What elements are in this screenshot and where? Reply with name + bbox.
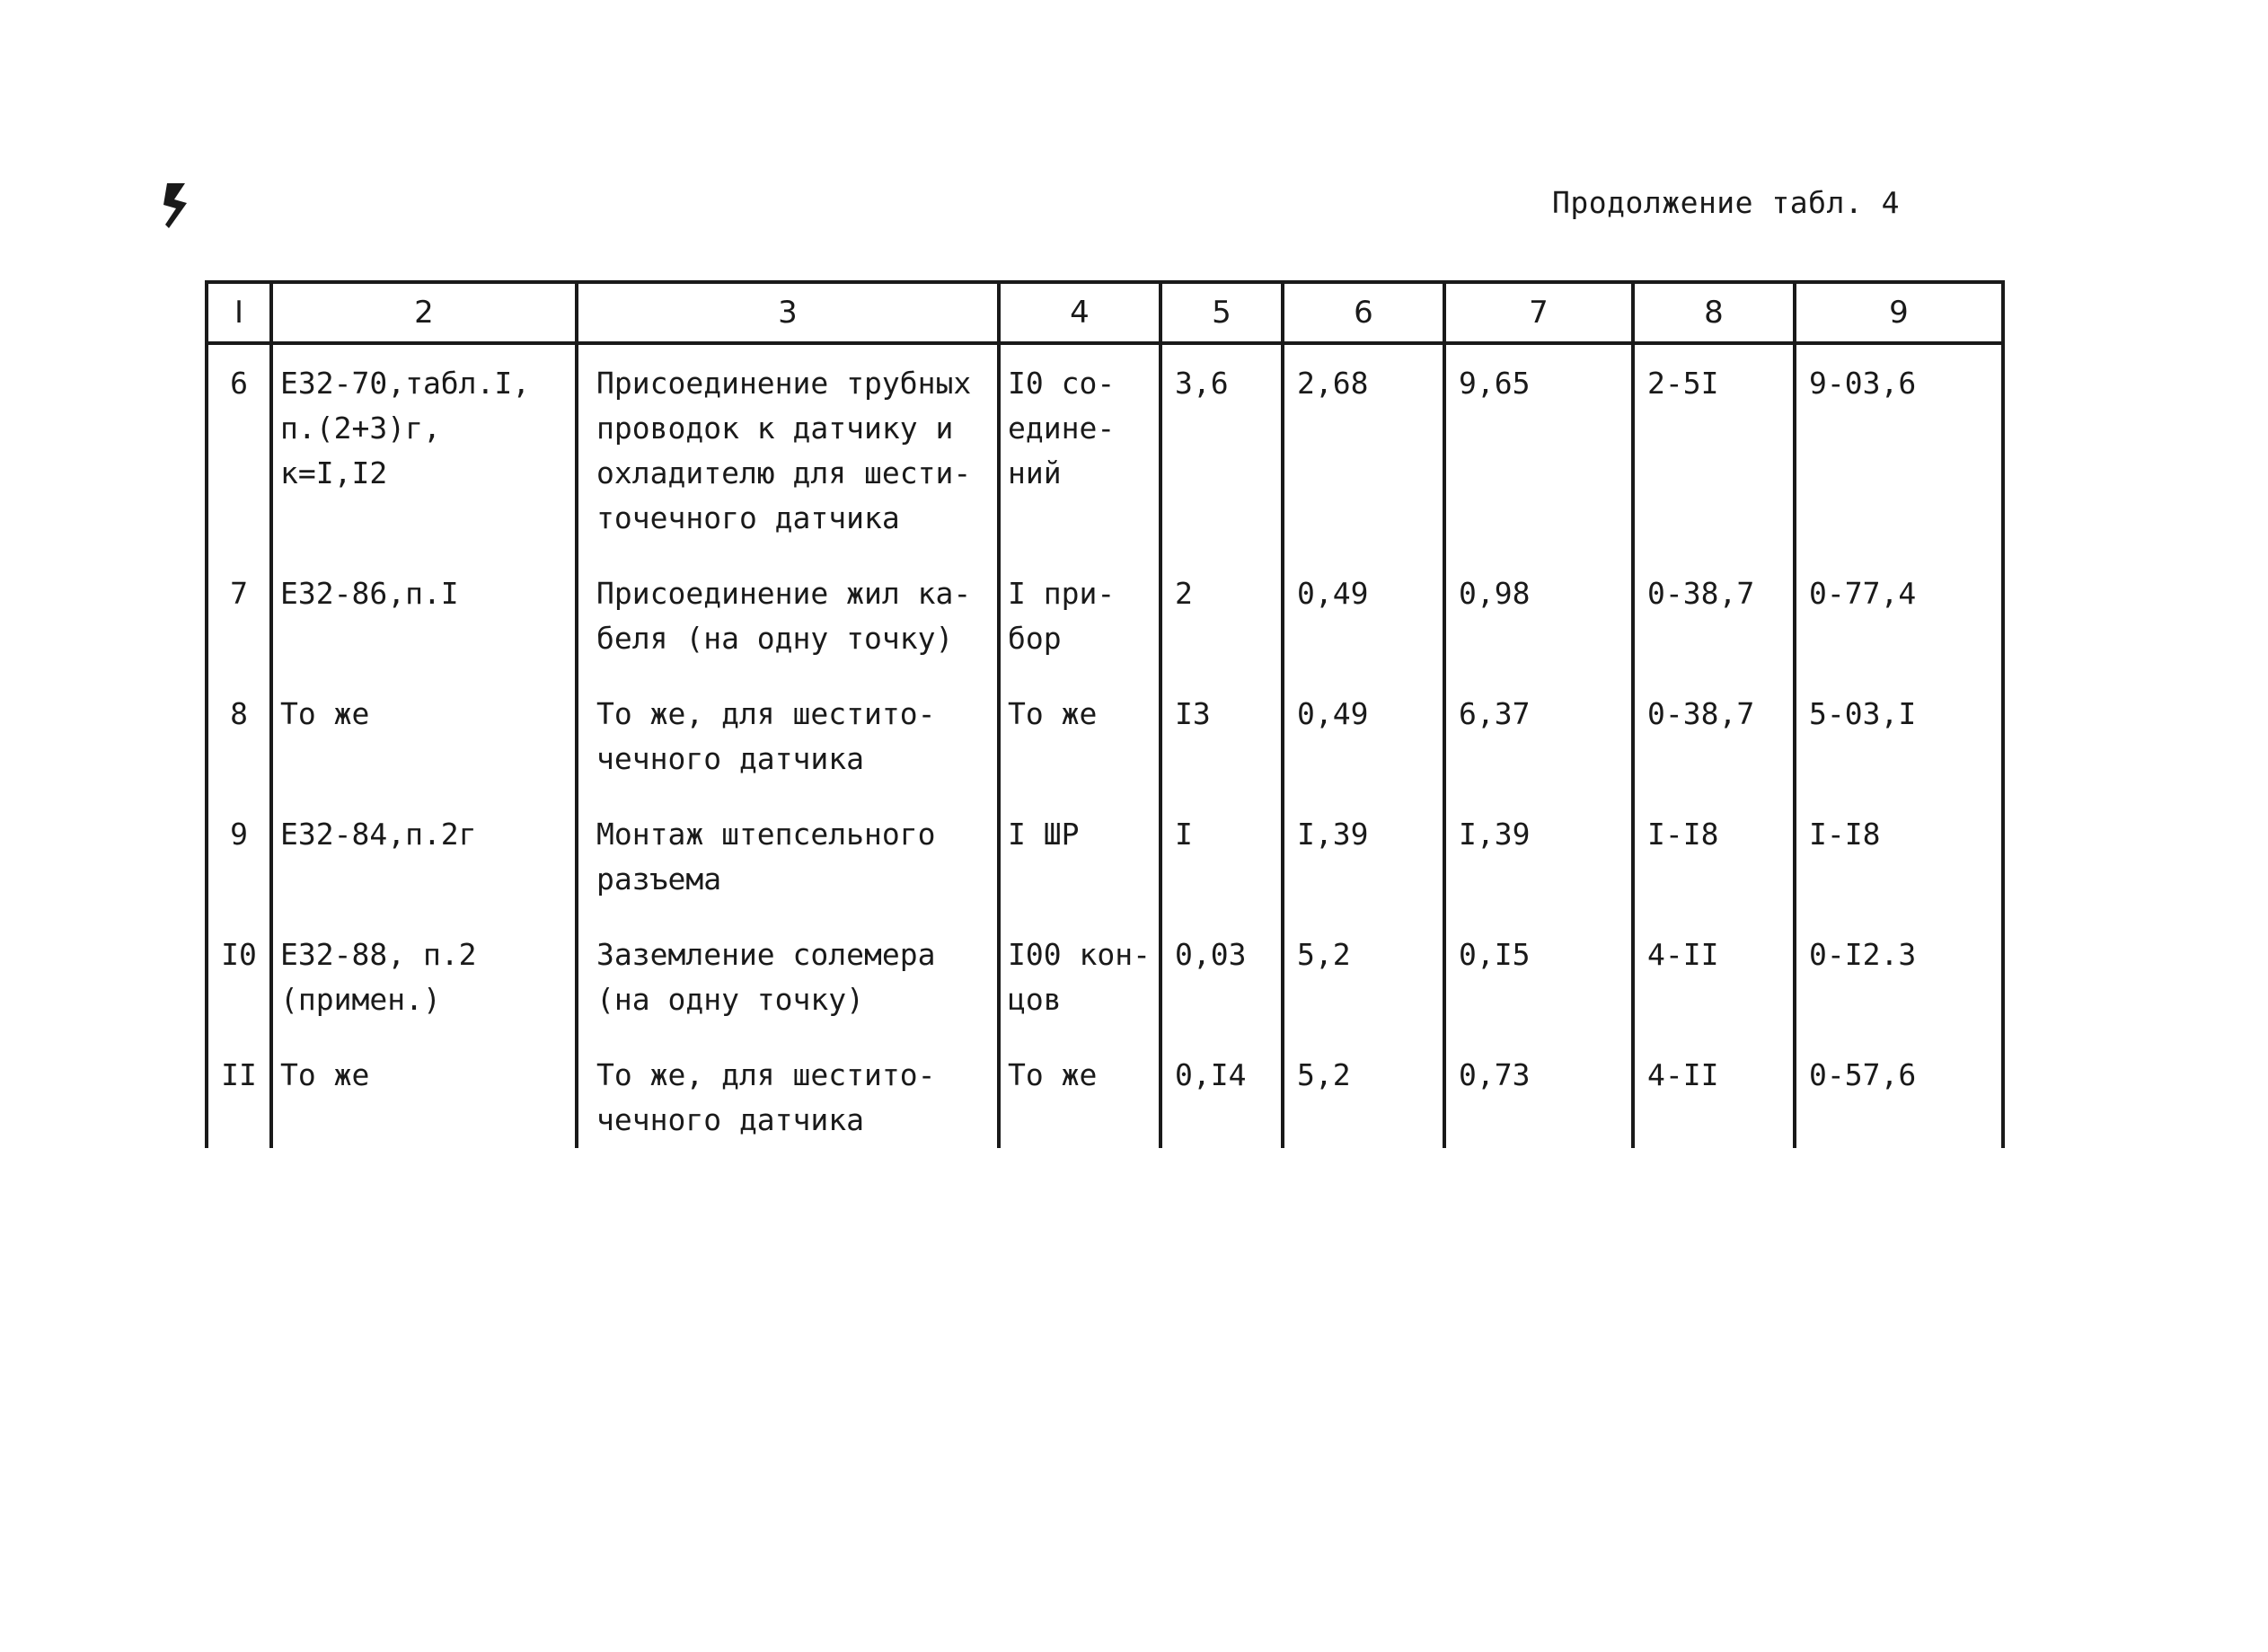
header-col-2: 2 (271, 282, 577, 343)
cell-col-5: I3 (1160, 692, 1283, 812)
cell-col-7: 9,65 (1444, 343, 1633, 571)
cell-col-9: I-I8 (1795, 812, 2003, 932)
table-continuation-caption: Продолжение табл. 4 (1552, 185, 1900, 220)
cell-col-5: 0,I4 (1160, 1053, 1283, 1148)
header-col-7: 7 (1444, 282, 1633, 343)
cell-col-8: 0-38,7 (1633, 692, 1795, 812)
cell-row-number: 9 (207, 812, 271, 932)
cell-norm-reference: Е32-84,п.2г (271, 812, 577, 932)
cell-col-8: 4-II (1633, 932, 1795, 1053)
cell-norm-reference: Е32-88, п.2 (примен.) (271, 932, 577, 1053)
header-col-4: 4 (999, 282, 1160, 343)
cell-work-name: То же, для шестито- чечного датчика (577, 692, 999, 812)
cell-col-5: 0,03 (1160, 932, 1283, 1053)
table-row (207, 812, 2003, 932)
works-table (205, 280, 2005, 1148)
cell-norm-reference: То же (271, 692, 577, 812)
table-row (207, 692, 2003, 812)
cell-unit: I ШР (999, 812, 1160, 932)
header-col-6: 6 (1283, 282, 1444, 343)
cell-col-6: 0,49 (1283, 571, 1444, 692)
cell-row-number: 8 (207, 692, 271, 812)
cell-work-name: Присоединение жил ка- беля (на одну точку) (577, 571, 999, 692)
cell-col-7: 0,I5 (1444, 932, 1633, 1053)
header-col-3: 3 (577, 282, 999, 343)
cell-col-8: 2-5I (1633, 343, 1795, 571)
cell-col-9: 0-57,6 (1795, 1053, 2003, 1148)
table-row (207, 932, 2003, 1053)
cell-col-9: 0-77,4 (1795, 571, 2003, 692)
cell-col-8: I-I8 (1633, 812, 1795, 932)
cell-work-name: Заземление солемера (на одну точку) (577, 932, 999, 1053)
cell-col-8: 4-II (1633, 1053, 1795, 1148)
cell-unit: I00 кон- цов (999, 932, 1160, 1053)
cell-norm-reference: Е32-70,табл.I, п.(2+3)г, к=I,I2 (271, 343, 577, 571)
cell-col-5: 2 (1160, 571, 1283, 692)
cell-col-6: 5,2 (1283, 1053, 1444, 1148)
cell-row-number: 7 (207, 571, 271, 692)
cell-work-name: Монтаж штепсельного разъема (577, 812, 999, 932)
cell-col-6: 0,49 (1283, 692, 1444, 812)
header-col-1: I (207, 282, 271, 343)
cell-col-8: 0-38,7 (1633, 571, 1795, 692)
cell-unit: То же (999, 692, 1160, 812)
cell-unit: То же (999, 1053, 1160, 1148)
table-row (207, 1053, 2003, 1148)
cell-col-7: 0,73 (1444, 1053, 1633, 1148)
header-col-9: 9 (1795, 282, 2003, 343)
cell-col-5: I (1160, 812, 1283, 932)
cell-col-9: 9-03,6 (1795, 343, 2003, 571)
cell-norm-reference: То же (271, 1053, 577, 1148)
page-mark-glyph (160, 180, 192, 232)
cell-unit: I при- бор (999, 571, 1160, 692)
cell-col-5: 3,6 (1160, 343, 1283, 571)
table-row (207, 571, 2003, 692)
cell-unit: I0 со- едине- ний (999, 343, 1160, 571)
cell-row-number: I0 (207, 932, 271, 1053)
cell-col-7: 0,98 (1444, 571, 1633, 692)
header-col-8: 8 (1633, 282, 1795, 343)
cell-work-name: То же, для шестито- чечного датчика (577, 1053, 999, 1148)
cell-row-number: II (207, 1053, 271, 1148)
table-header-row (207, 282, 2003, 343)
cell-col-6: I,39 (1283, 812, 1444, 932)
cell-work-name: Присоединение трубных проводок к датчику и охладителю для шести- точечного датчика (577, 343, 999, 571)
cell-row-number: 6 (207, 343, 271, 571)
cell-col-6: 2,68 (1283, 343, 1444, 571)
cell-col-7: I,39 (1444, 812, 1633, 932)
cell-col-9: 5-03,I (1795, 692, 2003, 812)
cell-col-7: 6,37 (1444, 692, 1633, 812)
cell-col-6: 5,2 (1283, 932, 1444, 1053)
cell-col-9: 0-I2.3 (1795, 932, 2003, 1053)
header-col-5: 5 (1160, 282, 1283, 343)
table-row (207, 343, 2003, 571)
cell-norm-reference: Е32-86,п.I (271, 571, 577, 692)
